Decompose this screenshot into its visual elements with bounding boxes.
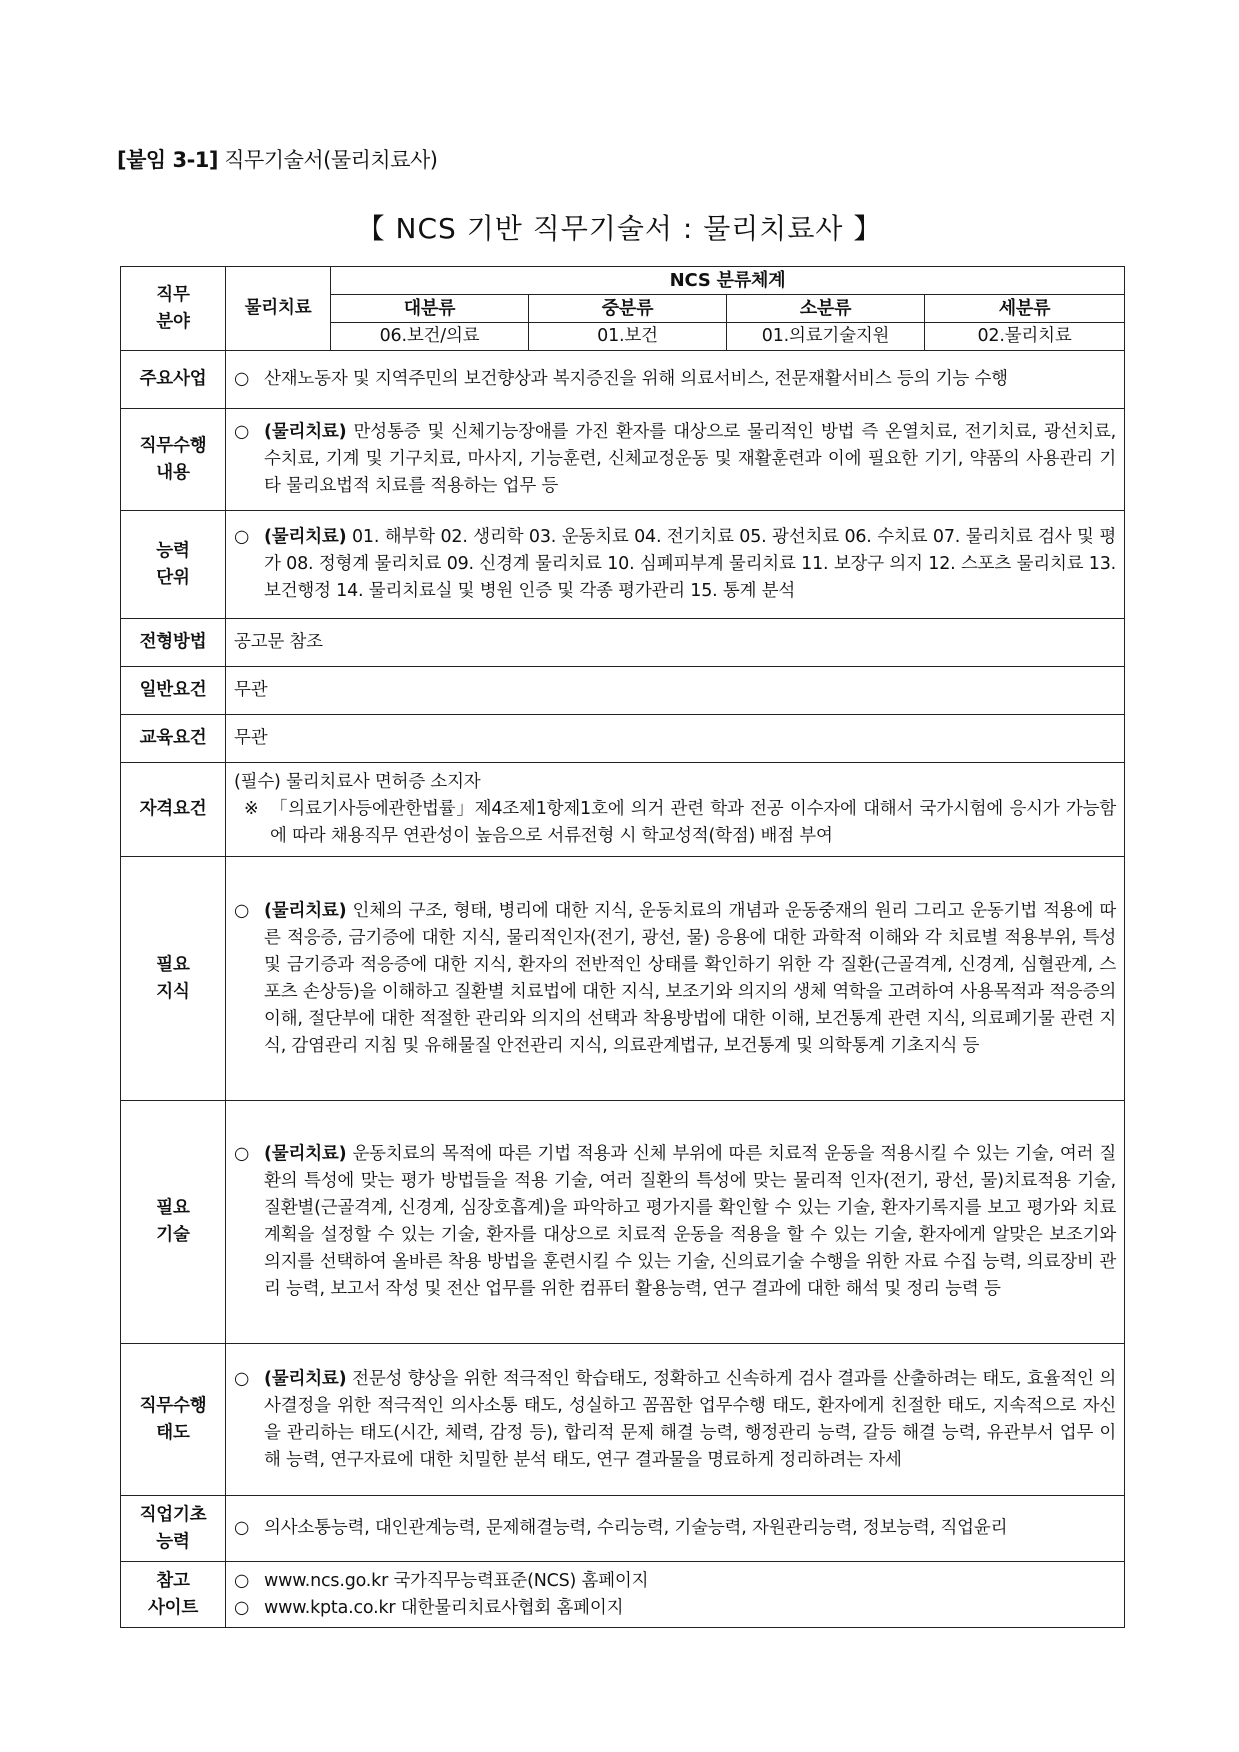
knowledge-text: 인체의 구조, 형태, 병리에 대한 지식, 운동치료의 개념과 운동중재의 원리 그리고 운동기법 적용에 따른 적응증, 금기증에 대한 지식, 물리적인자(전기, 광선, 물) 응용에 대한 과학적 이해와 각 치료별 적용부위, 특성 및 금기증과 적응증에 대한 지식, 환자의 전반적인 상태를 확인하기 위한 각 질환(근골격계, 신경계, 심혈관계, 스포츠 손상등)을 이해하고 질환별 치료법에 대한 지식, 보조기와 의지의 생체 역학을 고려하여 사용목적과 적응증의 이해, 절단부에 대한 적절한 관리와 의지의 선택과 착용방법에 대한 이해, 보건통계 관련 지식, 의료폐기물 관련 지식, 감염관리 지침 및 유해물질 안전관리 지식, 의료관계법규, 보건통계 및 의학통계 기초지식 등 bbox=[264, 900, 1117, 1056]
selection-row bbox=[121, 619, 1125, 667]
general-requirement-row bbox=[121, 667, 1125, 715]
knowledge-label: 필요 지식 bbox=[121, 857, 226, 1101]
document-title: 【 NCS 기반 직무기술서 : 물리치료사 】 bbox=[356, 212, 883, 245]
competency-row bbox=[121, 511, 1125, 619]
attachment-heading bbox=[117, 144, 437, 174]
bullet-marker: ○ bbox=[234, 369, 250, 389]
skills-row bbox=[121, 1101, 1125, 1344]
general-requirement-text: 무관 bbox=[226, 667, 1125, 715]
attitude-row bbox=[121, 1344, 1125, 1496]
basic-competency-text: 의사소통능력, 대인관계능력, 문제해결능력, 수리능력, 기술능력, 자원관리능력, 정보능력, 직업윤리 bbox=[264, 1518, 1008, 1538]
education-requirement-row bbox=[121, 715, 1125, 763]
note-marker: ※ bbox=[244, 799, 259, 819]
bullet-marker: ○ bbox=[234, 1144, 250, 1164]
bullet-marker: ○ bbox=[234, 1597, 250, 1618]
qualification-label: 자격요건 bbox=[121, 763, 226, 857]
major-category-header: 대분류 bbox=[331, 295, 529, 323]
general-requirement-label: 일반요건 bbox=[121, 667, 226, 715]
kpta-site-link[interactable]: www.kpta.co.kr 대한물리치료사협회 홈페이지 bbox=[264, 1597, 624, 1618]
competency-text: 01. 해부학 02. 생리학 03. 운동치료 04. 전기치료 05. 광선치료 06. 수치료 07. 물리치료 검사 및 평가 08. 정형계 물리치료 09. 신경계 물리치료 10. 심폐피부계 물리치료 11. 보장구 의지 12. 스포츠 물리치료 13. 보건행정 14. 물리치료실 및 병원 인증 및 각종 평가관리 15. 통계 분석 bbox=[264, 527, 1117, 601]
category-tag: (물리치료) bbox=[264, 1144, 347, 1164]
duties-label: 직무수행 내용 bbox=[121, 409, 226, 511]
bullet-marker: ○ bbox=[234, 1368, 250, 1389]
reference-sites-label: 참고 사이트 bbox=[121, 1562, 226, 1628]
bullet-marker: ○ bbox=[234, 900, 250, 921]
classification-row bbox=[121, 267, 1125, 295]
reference-sites-row bbox=[121, 1562, 1125, 1628]
basic-competency-label: 직업기초 능력 bbox=[121, 1496, 226, 1562]
bullet-marker: ○ bbox=[234, 422, 250, 442]
middle-category-header: 중분류 bbox=[529, 295, 727, 323]
bullet-marker: ○ bbox=[234, 1518, 250, 1538]
major-category-value: 06.보건/의료 bbox=[331, 323, 529, 351]
main-business-row bbox=[121, 351, 1125, 409]
ncs-site-link[interactable]: www.ncs.go.kr 국가직무능력표준(NCS) 홈페이지 bbox=[264, 1570, 649, 1591]
main-business-label: 주요사업 bbox=[121, 351, 226, 409]
competency-label: 능력 단위 bbox=[121, 511, 226, 619]
bullet-marker: ○ bbox=[234, 527, 250, 547]
attachment-tag: [붙임 3-1] bbox=[117, 148, 219, 172]
sub-category-header: 세분류 bbox=[925, 295, 1125, 323]
sub-category-value: 02.물리치료 bbox=[925, 323, 1125, 351]
qualification-note: 「의료기사등에관한법률」제4조제1항제1호에 의거 관련 학과 전공 이수자에 대해서 국가시험에 응시가 가능함에 따라 채용직무 연관성이 높음으로 서류전형 시 학교성적(학점) 배점 부여 bbox=[270, 799, 1117, 846]
selection-label: 전형방법 bbox=[121, 619, 226, 667]
job-field-label: 직무 분야 bbox=[121, 267, 226, 351]
main-business-text: 산재노동자 및 지역주민의 보건향상과 복지증진을 위해 의료서비스, 전문재활서비스 등의 기능 수행 bbox=[264, 369, 1008, 389]
education-requirement-text: 무관 bbox=[226, 715, 1125, 763]
selection-text: 공고문 참조 bbox=[226, 619, 1125, 667]
duties-text: 만성통증 및 신체기능장애를 가진 환자를 대상으로 물리적인 방법 즉 온열치료, 전기치료, 광선치료, 수치료, 기계 및 기구치료, 마사지, 기능훈련, 신체교정운동 및 재활훈련과 이에 필요한 기기, 약품의 사용관리 기타 물리요법적 치료를 적용하는 업무 등 bbox=[264, 422, 1117, 496]
attitude-text: 전문성 향상을 위한 적극적인 학습태도, 정확하고 신속하게 검사 결과를 산출하려는 태도, 효율적인 의사결정을 위한 적극적인 의사소통 태도, 성실하고 꼼꼼한 업무수행 태도, 환자에게 친절한 태도, 지속적으로 자신을 관리하는 태도(시간, 체력, 감정 등), 합리적 문제 해결 능력, 행정관리 능력, 갈등 해결 능력, 유관부서 업무 이해 능력, 연구자료에 대한 치밀한 분석 태도, 연구 결과물을 명료하게 정리하려는 자세 bbox=[264, 1368, 1117, 1470]
ncs-system-header: NCS 분류체계 bbox=[331, 267, 1125, 295]
knowledge-row bbox=[121, 857, 1125, 1101]
qualification-row bbox=[121, 763, 1125, 857]
duties-row bbox=[121, 409, 1125, 511]
minor-category-header: 소분류 bbox=[727, 295, 925, 323]
category-tag: (물리치료) bbox=[264, 422, 347, 442]
attachment-label: 직무기술서(물리치료사) bbox=[224, 148, 438, 172]
category-tag: (물리치료) bbox=[264, 900, 347, 921]
middle-category-value: 01.보건 bbox=[529, 323, 727, 351]
category-tag: (물리치료) bbox=[264, 527, 347, 547]
job-description-table bbox=[120, 266, 1125, 1628]
job-field-value: 물리치료 bbox=[226, 267, 331, 351]
category-tag: (물리치료) bbox=[264, 1368, 347, 1389]
skills-label: 필요 기술 bbox=[121, 1101, 226, 1344]
attitude-label: 직무수행 태도 bbox=[121, 1344, 226, 1496]
basic-competency-row bbox=[121, 1496, 1125, 1562]
skills-text: 운동치료의 목적에 따른 기법 적용과 신체 부위에 따른 치료적 운동을 적용시킬 수 있는 기술, 여러 질환의 특성에 맞는 평가 방법들을 적용 기술, 여러 질환의 특성에 맞는 물리적 인자(전기, 광선, 물)치료적용 기술, 질환별(근골격계, 신경계, 심장호흡계)을 파악하고 평가지를 확인할 수 있는 기술, 환자기록지를 보고 평가와 치료계획을 설정할 수 있는 기술, 환자를 대상으로 치료적 운동을 적용을 할 수 있는 기술, 환자에게 알맞은 보조기와 의지를 선택하여 올바른 착용 방법을 훈련시킬 수 있는 기술, 신의료기술 수행을 위한 자료 수집 능력, 의료장비 관리 능력, 보고서 작성 및 전산 업무를 위한 컴퓨터 활용능력, 연구 결과에 대한 해석 및 정리 능력 등 bbox=[264, 1144, 1117, 1299]
minor-category-value: 01.의료기술지원 bbox=[727, 323, 925, 351]
qualification-required-line: (필수) 물리치료사 면허증 소지자 bbox=[234, 772, 481, 792]
bullet-marker: ○ bbox=[234, 1570, 250, 1591]
education-requirement-label: 교육요건 bbox=[121, 715, 226, 763]
